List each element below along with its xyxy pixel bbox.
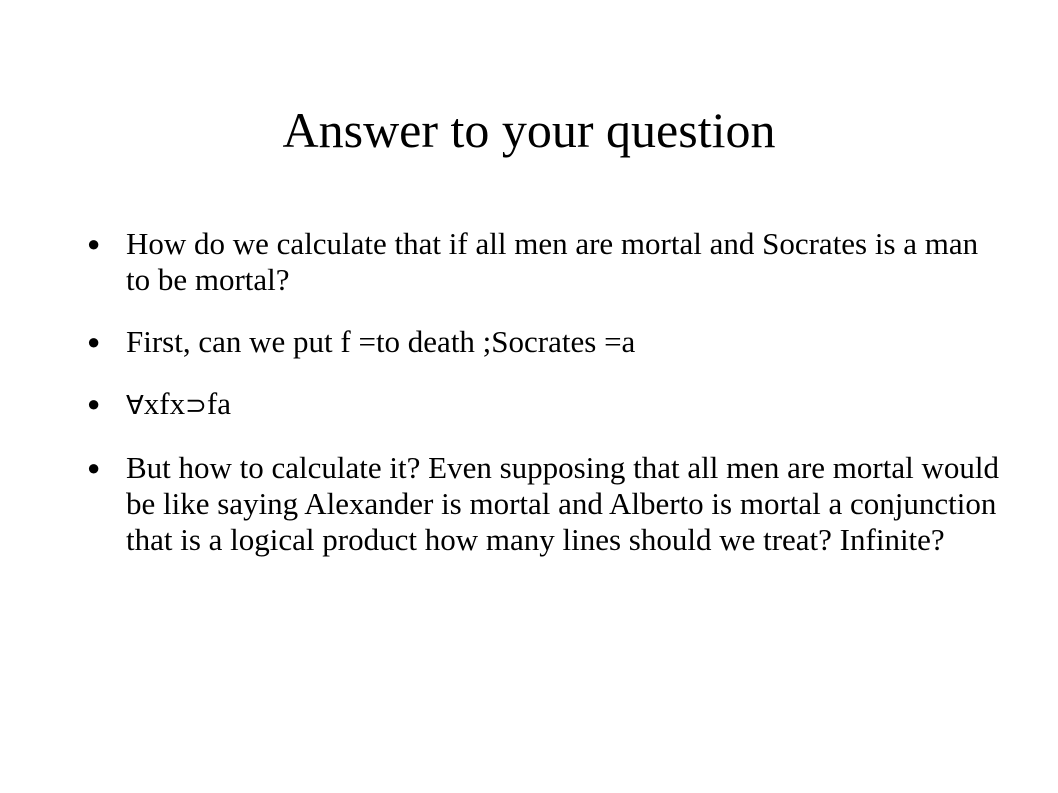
bullet-marker-icon: ● bbox=[87, 455, 101, 480]
bullet-marker-icon: ● bbox=[87, 231, 101, 256]
bullet-text: First, can we put f =to death ;Socrates =a bbox=[126, 324, 636, 359]
bullet-marker-icon: ● bbox=[87, 329, 101, 354]
implies-symbol: ⊃ bbox=[185, 391, 207, 421]
logic-formula bbox=[126, 386, 231, 421]
bullet-marker-icon: ● bbox=[87, 391, 101, 416]
bullet-list bbox=[84, 226, 1004, 584]
bullet-item-1 bbox=[84, 226, 1004, 298]
formula-rhs: fa bbox=[206, 386, 232, 421]
bullet-item-3 bbox=[84, 386, 1004, 424]
bullet-text: But how to calculate it? Even supposing that all men are mortal would be like saying Alexander is mortal and Alberto is mortal a conjunction that is a logical product how many lines should we treat? Infinite? bbox=[126, 450, 999, 557]
bullet-item-2 bbox=[84, 324, 1004, 360]
slide-title: Answer to your question bbox=[282, 102, 776, 158]
bullet-text: How do we calculate that if all men are mortal and Socrates is a man to be mortal? bbox=[126, 226, 979, 297]
forall-symbol: ∀ bbox=[126, 391, 144, 421]
formula-lhs: xfx bbox=[143, 386, 186, 421]
bullet-item-4 bbox=[84, 450, 1004, 558]
